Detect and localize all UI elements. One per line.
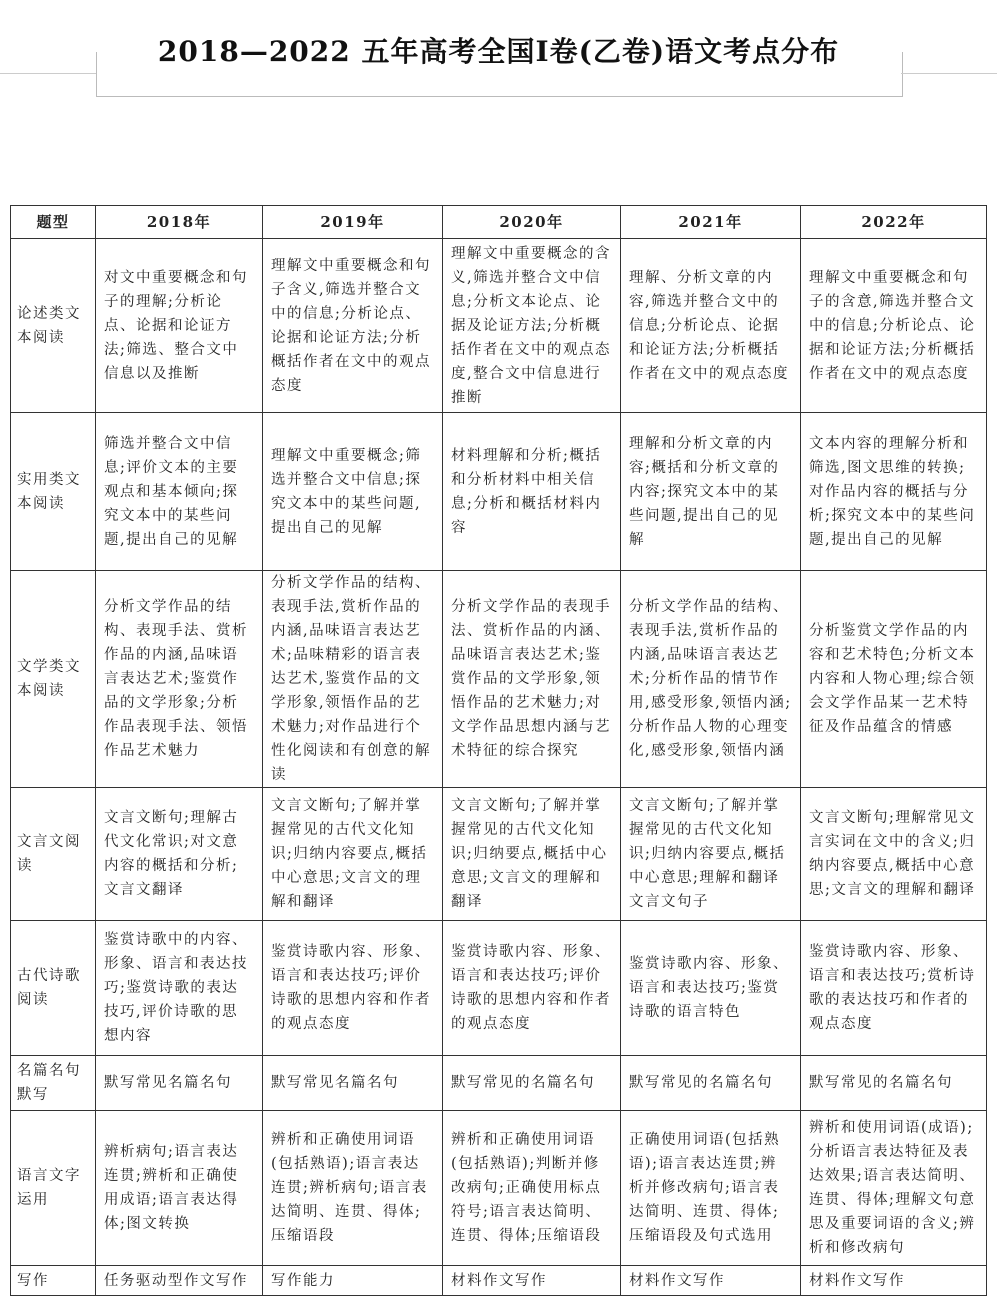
topic-cell-2020: 材料理解和分析;概括和分析材料中相关信息;分析和概括材料内容 <box>443 413 621 571</box>
topic-cell-2018: 辨析病句;语言表达连贯;辨析和正确使用成语;语言表达得体;图文转换 <box>96 1111 263 1266</box>
table-row <box>11 1056 987 1111</box>
topic-cell-2021: 理解和分析文章的内容;概括和分析文章的内容;探究文本中的某些问题,提出自己的见解 <box>621 413 801 571</box>
table-row <box>11 413 987 571</box>
topic-cell-2018: 默写常见名篇名句 <box>96 1056 263 1111</box>
topic-cell-2018: 鉴赏诗歌中的内容、形象、语言和表达技巧;鉴赏诗歌的表达技巧,评价诗歌的思想内容 <box>96 921 263 1056</box>
topic-cell-2020: 文言文断句;了解并掌握常见的古代文化知识;归纳要点,概括中心意思;文言文的理解和翻译 <box>443 788 621 921</box>
header-2021: 2021年 <box>621 206 801 239</box>
table-row <box>11 788 987 921</box>
topic-cell-2020: 理解文中重要概念的含义,筛选并整合文中信息;分析文本论点、论据及论证方法;分析概括作者在文中的观点态度,整合文中信息进行推断 <box>443 239 621 413</box>
topic-cell-2018: 文言文断句;理解古代文化常识;对文意内容的概括和分析;文言文翻译 <box>96 788 263 921</box>
topic-cell-2019: 鉴赏诗歌内容、形象、语言和表达技巧;评价诗歌的思想内容和作者的观点态度 <box>263 921 443 1056</box>
question-type-cell: 写作 <box>11 1266 96 1296</box>
question-type-cell: 语言文字运用 <box>11 1111 96 1266</box>
topic-cell-2022: 鉴赏诗歌内容、形象、语言和表达技巧;赏析诗歌的表达技巧和作者的观点态度 <box>801 921 987 1056</box>
topic-cell-2020: 分析文学作品的表现手法、赏析作品的内涵、品味语言表达艺术;鉴赏作品的文学形象,领悟作品的艺术魅力;对文学作品思想内涵与艺术特征的综合探究 <box>443 571 621 788</box>
topic-cell-2021: 正确使用词语(包括熟语);语言表达连贯;辨析并修改病句;语言表达简明、连贯、得体;压缩语段及句式选用 <box>621 1111 801 1266</box>
topic-cell-2022: 文本内容的理解分析和筛选,图文思维的转换;对作品内容的概括与分析;探究文本中的某些问题,提出自己的见解 <box>801 413 987 571</box>
question-type-cell: 论述类文本阅读 <box>11 239 96 413</box>
title-rule-right <box>901 73 997 74</box>
topic-cell-2019: 分析文学作品的结构、表现手法,赏析作品的内涵,品味语言表达艺术;品味精彩的语言表达艺术,鉴赏作品的文学形象,领悟作品的艺术魅力;对作品进行个性化阅读和有创意的解读 <box>263 571 443 788</box>
topic-cell-2022: 辨析和使用词语(成语);分析语言表达特征及表达效果;语言表达简明、连贯、得体;理解文句意思及重要词语的含义;辨析和修改病句 <box>801 1111 987 1266</box>
topic-cell-2019: 理解文中重要概念;筛选并整合文中信息;探究文本中的某些问题,提出自己的见解 <box>263 413 443 571</box>
question-type-cell: 古代诗歌阅读 <box>11 921 96 1056</box>
header-2019: 2019年 <box>263 206 443 239</box>
topic-cell-2020: 鉴赏诗歌内容、形象、语言和表达技巧;评价诗歌的思想内容和作者的观点态度 <box>443 921 621 1056</box>
topic-cell-2019: 文言文断句;了解并掌握常见的古代文化知识;归纳内容要点,概括中心意思;文言文的理解和翻译 <box>263 788 443 921</box>
topic-cell-2021: 鉴赏诗歌内容、形象、语言和表达技巧;鉴赏诗歌的语言特色 <box>621 921 801 1056</box>
topic-cell-2019: 辨析和正确使用词语(包括熟语);语言表达连贯;辨析病句;语言表达简明、连贯、得体;压缩语段 <box>263 1111 443 1266</box>
topic-cell-2018: 分析文学作品的结构、表现手法、赏析作品的内涵,品味语言表达艺术;鉴赏作品的文学形象;分析作品表现手法、领悟作品艺术魅力 <box>96 571 263 788</box>
topic-cell-2019: 写作能力 <box>263 1266 443 1296</box>
table-row <box>11 1266 987 1296</box>
exam-topic-table <box>10 205 987 1296</box>
table-row <box>11 921 987 1056</box>
header-2022: 2022年 <box>801 206 987 239</box>
header-2020: 2020年 <box>443 206 621 239</box>
topic-cell-2020: 默写常见的名篇名句 <box>443 1056 621 1111</box>
page-title-text: 2018—2022 五年高考全国Ⅰ卷(乙卷)语文考点分布 <box>154 35 843 68</box>
question-type-cell: 文学类文本阅读 <box>11 571 96 788</box>
topic-cell-2020: 材料作文写作 <box>443 1266 621 1296</box>
page-title <box>0 30 997 70</box>
title-rule-left <box>0 73 96 74</box>
topic-cell-2021: 理解、分析文章的内容,筛选并整合文中的信息;分析论点、论据和论证方法;分析概括作者在文中的观点态度 <box>621 239 801 413</box>
topic-cell-2022: 理解文中重要概念和句子的含意,筛选并整合文中的信息;分析论点、论据和论证方法;分析概括作者在文中的观点态度 <box>801 239 987 413</box>
header-type: 题型 <box>11 206 96 239</box>
topic-cell-2021: 默写常见的名篇名句 <box>621 1056 801 1111</box>
question-type-cell: 实用类文本阅读 <box>11 413 96 571</box>
question-type-cell: 名篇名句默写 <box>11 1056 96 1111</box>
topic-cell-2019: 理解文中重要概念和句子含义,筛选并整合文中的信息;分析论点、论据和论证方法;分析概括作者在文中的观点态度 <box>263 239 443 413</box>
topic-cell-2018: 筛选并整合文中信息;评价文本的主要观点和基本倾向;探究文本中的某些问题,提出自己的见解 <box>96 413 263 571</box>
topic-cell-2021: 材料作文写作 <box>621 1266 801 1296</box>
topic-cell-2022: 默写常见的名篇名句 <box>801 1056 987 1111</box>
table-row <box>11 571 987 788</box>
topic-cell-2018: 任务驱动型作文写作 <box>96 1266 263 1296</box>
topic-cell-2022: 文言文断句;理解常见文言实词在文中的含义;归纳内容要点,概括中心意思;文言文的理解和翻译 <box>801 788 987 921</box>
topic-cell-2021: 文言文断句;了解并掌握常见的古代文化知识;归纳内容要点,概括中心意思;理解和翻译文言文句子 <box>621 788 801 921</box>
table-row <box>11 239 987 413</box>
topic-cell-2022: 材料作文写作 <box>801 1266 987 1296</box>
question-type-cell: 文言文阅读 <box>11 788 96 921</box>
table-row <box>11 1111 987 1266</box>
table-header-row <box>11 206 987 239</box>
topic-cell-2018: 对文中重要概念和句子的理解;分析论点、论据和论证方法;筛选、整合文中信息以及推断 <box>96 239 263 413</box>
topic-cell-2019: 默写常见名篇名句 <box>263 1056 443 1111</box>
topic-cell-2022: 分析鉴赏文学作品的内容和艺术特色;分析文本内容和人物心理;综合领会文学作品某一艺术特征及作品蕴含的情感 <box>801 571 987 788</box>
header-2018: 2018年 <box>96 206 263 239</box>
topic-cell-2020: 辨析和正确使用词语(包括熟语);判断并修改病句;正确使用标点符号;语言表达简明、连贯、得体;压缩语段 <box>443 1111 621 1266</box>
topic-cell-2021: 分析文学作品的结构、表现手法,赏析作品的内涵,品味语言表达艺术;分析作品的情节作用,感受形象,领悟内涵;分析作品人物的心理变化,感受形象,领悟内涵 <box>621 571 801 788</box>
